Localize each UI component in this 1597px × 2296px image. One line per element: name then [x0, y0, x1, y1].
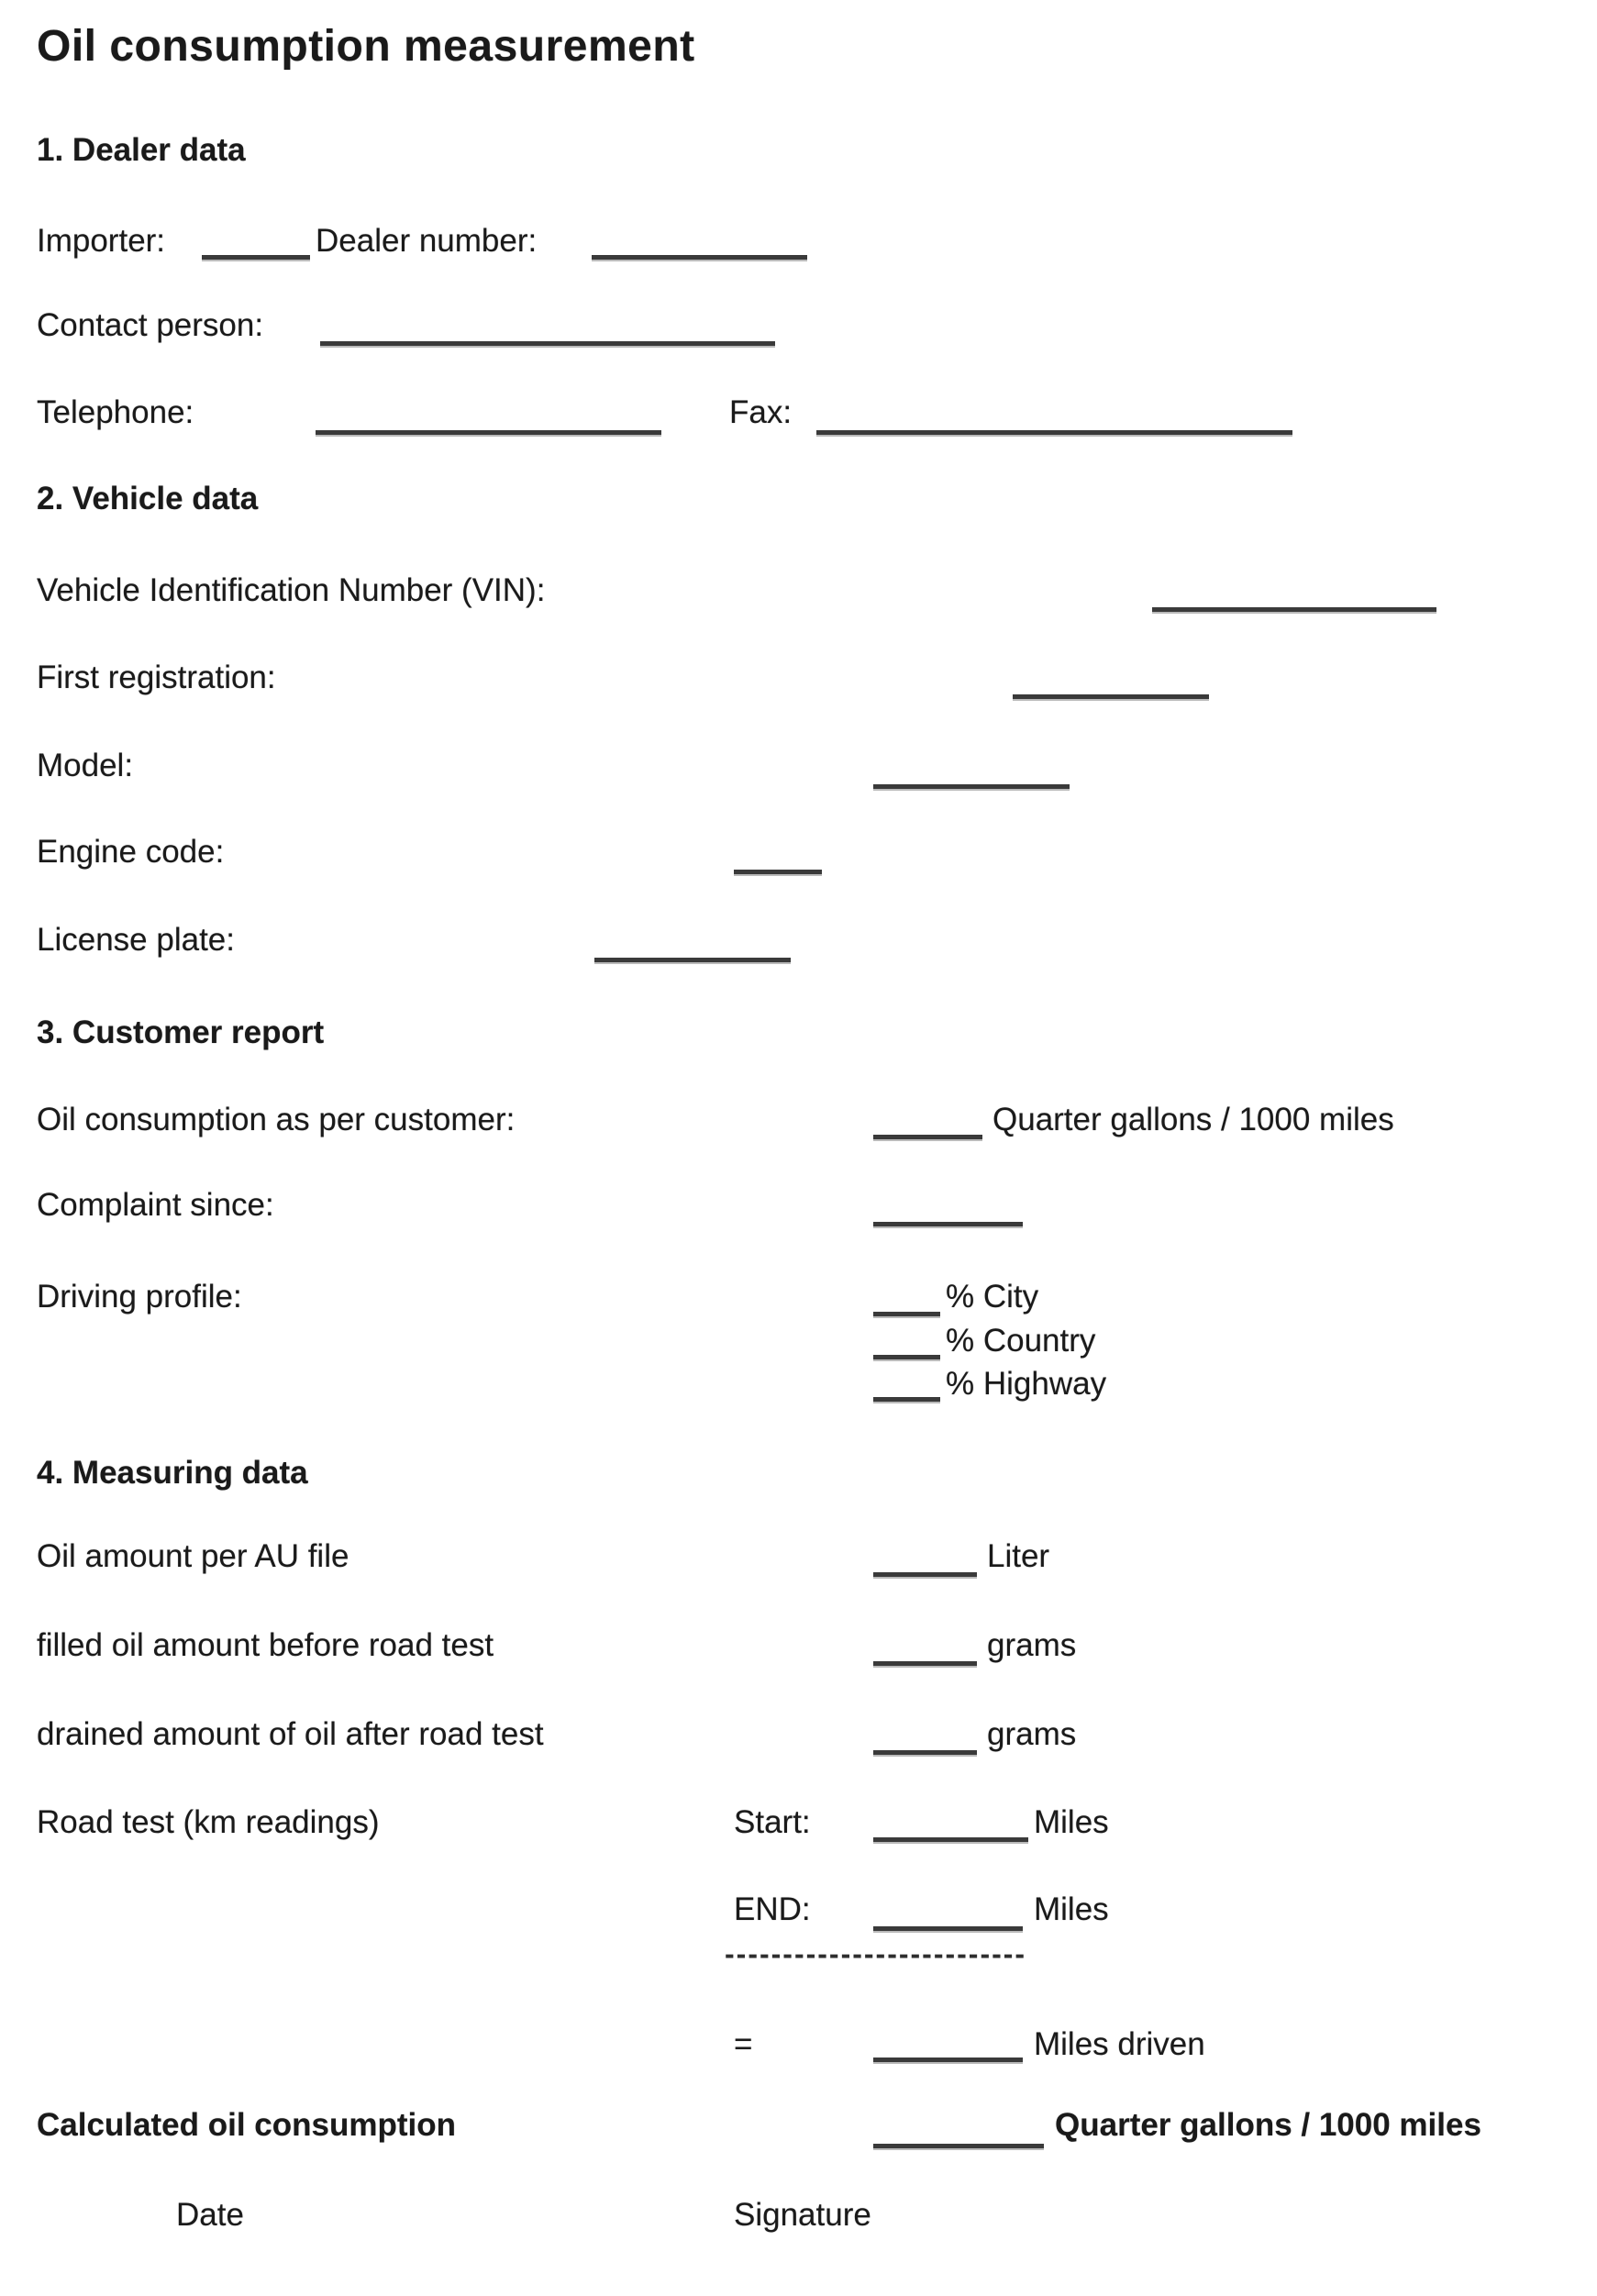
miles-driven-blank: [873, 2058, 1023, 2062]
driving-profile-label: Driving profile:: [37, 1279, 242, 1314]
complaint-since-label: Complaint since:: [37, 1187, 274, 1223]
country-percent-blank: [873, 1355, 940, 1359]
section-2-heading: 2. Vehicle data: [37, 481, 259, 516]
complaint-since-blank: [873, 1222, 1023, 1226]
telephone-label: Telephone:: [37, 394, 194, 430]
telephone-blank: [316, 430, 661, 435]
miles-driven-unit: Miles driven: [1034, 2026, 1205, 2062]
vin-label: Vehicle Identification Number (VIN):: [37, 572, 546, 608]
form-title: Oil consumption measurement: [37, 22, 695, 71]
filled-oil-unit: grams: [987, 1627, 1077, 1663]
oil-consumption-unit: Quarter gallons / 1000 miles: [993, 1102, 1394, 1137]
calculated-oil-blank: [873, 2144, 1044, 2148]
city-option-label: % City: [946, 1279, 1039, 1314]
start-label: Start:: [734, 1804, 811, 1840]
start-unit: Miles: [1034, 1804, 1109, 1840]
oil-amount-label: Oil amount per AU file: [37, 1538, 349, 1574]
license-plate-label: License plate:: [37, 922, 235, 958]
contact-person-label: Contact person:: [37, 307, 264, 343]
divider-dashes: --------------------------: [725, 1937, 1027, 1970]
country-option-label: % Country: [946, 1323, 1096, 1359]
section-3-heading: 3. Customer report: [37, 1015, 325, 1050]
license-plate-blank: [594, 958, 791, 962]
fax-label: Fax:: [729, 394, 793, 430]
highway-option-label: % Highway: [946, 1366, 1107, 1402]
signature-label: Signature: [734, 2197, 871, 2233]
city-percent-blank: [873, 1312, 940, 1316]
model-blank: [873, 784, 1070, 789]
end-label: END:: [734, 1891, 811, 1927]
oil-consumption-blank: [873, 1135, 982, 1139]
drained-oil-blank: [873, 1750, 977, 1755]
section-4-heading: 4. Measuring data: [37, 1455, 308, 1491]
filled-oil-label: filled oil amount before road test: [37, 1627, 494, 1663]
importer-blank: [202, 255, 310, 260]
dealer-number-label: Dealer number:: [316, 223, 538, 259]
end-blank: [873, 1926, 1023, 1931]
date-label: Date: [176, 2197, 244, 2233]
dealer-number-blank: [592, 255, 807, 260]
road-test-label: Road test (km readings): [37, 1804, 380, 1840]
first-registration-label: First registration:: [37, 660, 276, 695]
first-registration-blank: [1013, 694, 1209, 699]
calculated-oil-label: Calculated oil consumption: [37, 2107, 456, 2143]
vin-blank: [1152, 607, 1436, 612]
model-label: Model:: [37, 748, 134, 783]
highway-percent-blank: [873, 1397, 940, 1402]
start-blank: [873, 1837, 1028, 1842]
contact-person-blank: [320, 341, 775, 346]
importer-label: Importer:: [37, 223, 166, 259]
oil-consumption-label: Oil consumption as per customer:: [37, 1102, 516, 1137]
fax-blank: [816, 430, 1292, 435]
oil-amount-blank: [873, 1572, 977, 1577]
end-unit: Miles: [1034, 1891, 1109, 1927]
calculated-oil-unit: Quarter gallons / 1000 miles: [1055, 2107, 1481, 2143]
drained-oil-unit: grams: [987, 1716, 1077, 1752]
oil-amount-unit: Liter: [987, 1538, 1050, 1574]
engine-code-blank: [734, 870, 822, 874]
engine-code-label: Engine code:: [37, 834, 225, 870]
equals-sign: =: [734, 2026, 753, 2062]
drained-oil-label: drained amount of oil after road test: [37, 1716, 544, 1752]
section-1-heading: 1. Dealer data: [37, 132, 246, 168]
filled-oil-blank: [873, 1661, 977, 1666]
